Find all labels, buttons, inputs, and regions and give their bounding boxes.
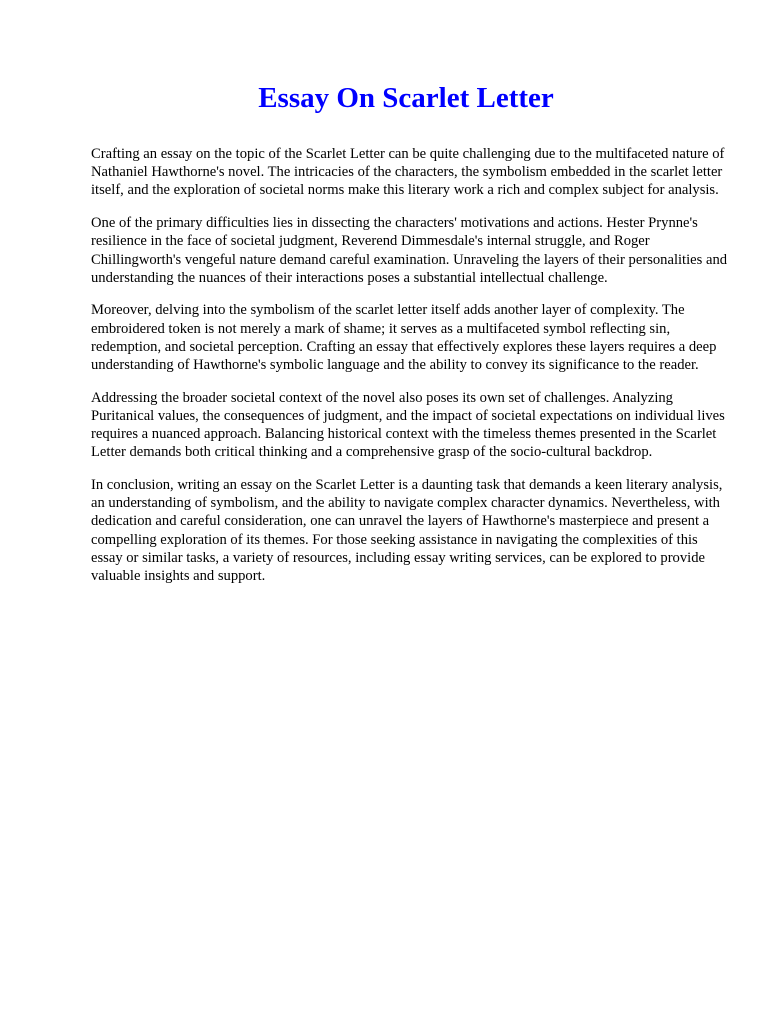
paragraph-conclusion: In conclusion, writing an essay on the Scarlet Letter is a daunting task that demands a keen literary analysis, an understanding of symbolism, and the ability to navigate complex character dynamics. Nevertheless, with dedication and careful consideration, one can unravel the layers of Hawthorne's masterpiece and present a compelling exploration of its themes. For those seeking assistance in navigating the complexities of this essay or similar tasks, a variety of resources, including essay writing services, can be explored to provide valuable insights and support. (91, 477, 723, 585)
paragraph-characters: One of the primary difficulties lies in dissecting the characters' motivations and actions. Hester Prynne's resilience in the face of societal judgment, Reverend Dimmesdale's internal struggle, and Roger Chillingworth's vengeful nature demand careful examination. Unraveling the layers of their personalities and understanding the nuances of their interactions poses a substantial intellectual challenge. (91, 215, 728, 286)
paragraph-symbolism: Moreover, delving into the symbolism of the scarlet letter itself adds another layer of complexity. The embroidered token is not merely a mark of shame; it serves as a multifaceted symbol reflecting sin, redemption, and societal perception. Crafting an essay that effectively explores these layers requires a deep understanding of Hawthorne's symbolic language and the ability to convey its significance to the reader. (91, 302, 717, 374)
paragraph-context: Addressing the broader societal context of the novel also poses its own set of challenges. Analyzing Puritanical values, the consequences of judgment, and the impact of societal expectations on individual lives requires a nuanced approach. Balancing historical context with the timeless themes presented in the Scarlet Letter demands both critical thinking and a comprehensive grasp of the socio-cultural backdrop. (91, 389, 725, 461)
essay-body (91, 145, 731, 600)
document-title: Essay On Scarlet Letter (258, 82, 554, 114)
paragraph-intro: Crafting an essay on the topic of the Scarlet Letter can be quite challenging due to the multifaceted nature of Nathaniel Hawthorne's novel. The intricacies of the characters, the symbolism embedded in the scarlet letter itself, and the exploration of societal norms make this literary work a rich and complex subject for analysis. (91, 146, 725, 199)
